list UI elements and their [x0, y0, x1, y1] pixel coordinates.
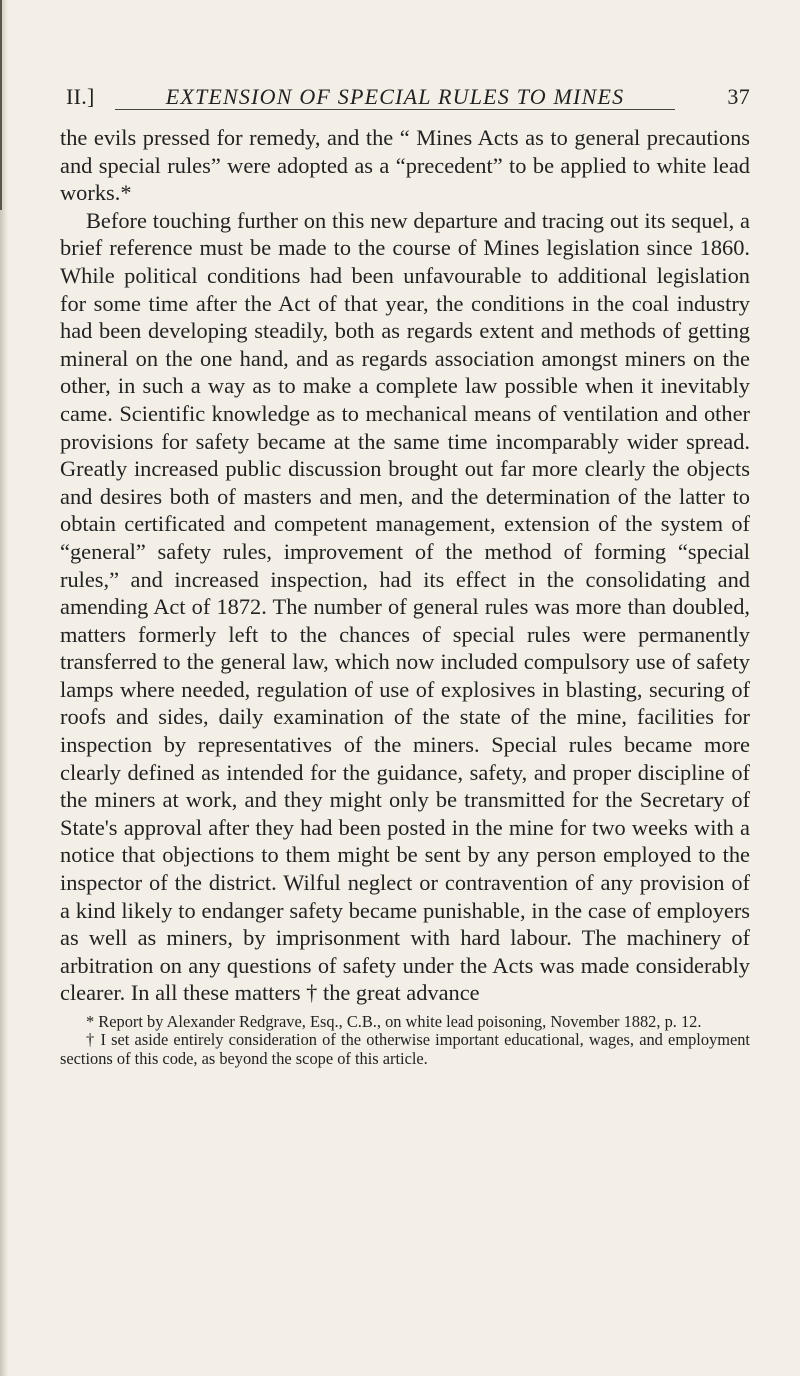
- footnote-asterisk: * Report by Alexander Redgrave, Esq., C.B., on white lead poisoning, November 1882, p. 12.: [86, 1012, 702, 1031]
- footnotes: [60, 1013, 750, 1068]
- running-header: [60, 84, 750, 116]
- paragraph-continued: the evils pressed for remedy, and the “ Mines Acts as to general precautions and special rules” were adopted as a “precedent” to be applied to white lead works.*: [60, 125, 750, 206]
- page-number: 37: [727, 84, 750, 109]
- running-title: EXTENSION OF SPECIAL RULES TO MINES: [165, 84, 625, 109]
- chapter-marker: II.]: [66, 84, 95, 109]
- body-text: [60, 124, 750, 1007]
- binding-edge: [0, 0, 2, 210]
- footnote-dagger: † I set aside entirely consideration of the otherwise important educational, wages, and employment sections of this code, as beyond the scope of this article.: [60, 1030, 750, 1068]
- header-rule: [115, 109, 675, 110]
- paragraph-mines-legislation: Before touching further on this new departure and tracing out its sequel, a brief reference must be made to the course of Mines legislation since 1860. While political conditions had been unfavourable to additional legislation for some time after the Act of that year, the conditions in the coal industry had been developing steadily, both as regards extent and methods of getting mineral on the one hand, and as regards association amongst miners on the other, in such a way as to make a complete law possible when it inevitably came. Scientific knowledge as to mechanical means of ventilation and other provisions for safety became at the same time incomparably wider spread. Greatly increased public discussion brought out far more clearly the objects and desires both of masters and men, and the determination of the latter to obtain certificated and competent management, extension of the system of “general” safety rules, improvement of the method of forming “special rules,” and increased inspection, had its effect in the consolidating and amending Act of 1872. The number of general rules was more than doubled, matters formerly left to the chances of special rules were permanently transferred to the general law, which now included compulsory use of safety lamps where needed, regulation of use of explosives in blasting, securing of roofs and sides, daily examination of the state of the mine, facilities for inspection by representatives of the miners. Special rules became more clearly defined as intended for the guidance, safety, and proper discipline of the miners at work, and they might only be transmitted for the Secretary of State's approval after they had been posted in the mine for two weeks with a notice that objections to them might be sent by any person employed to the inspector of the district. Wilful neglect or contravention of any provision of a kind likely to endanger safety became punishable, in the case of employers as well as miners, by imprisonment with hard labour. The machinery of arbitration on any questions of safety under the Acts was made considerably clearer. In all these matters † the great advance: [60, 207, 750, 1006]
- book-page: [60, 84, 750, 1068]
